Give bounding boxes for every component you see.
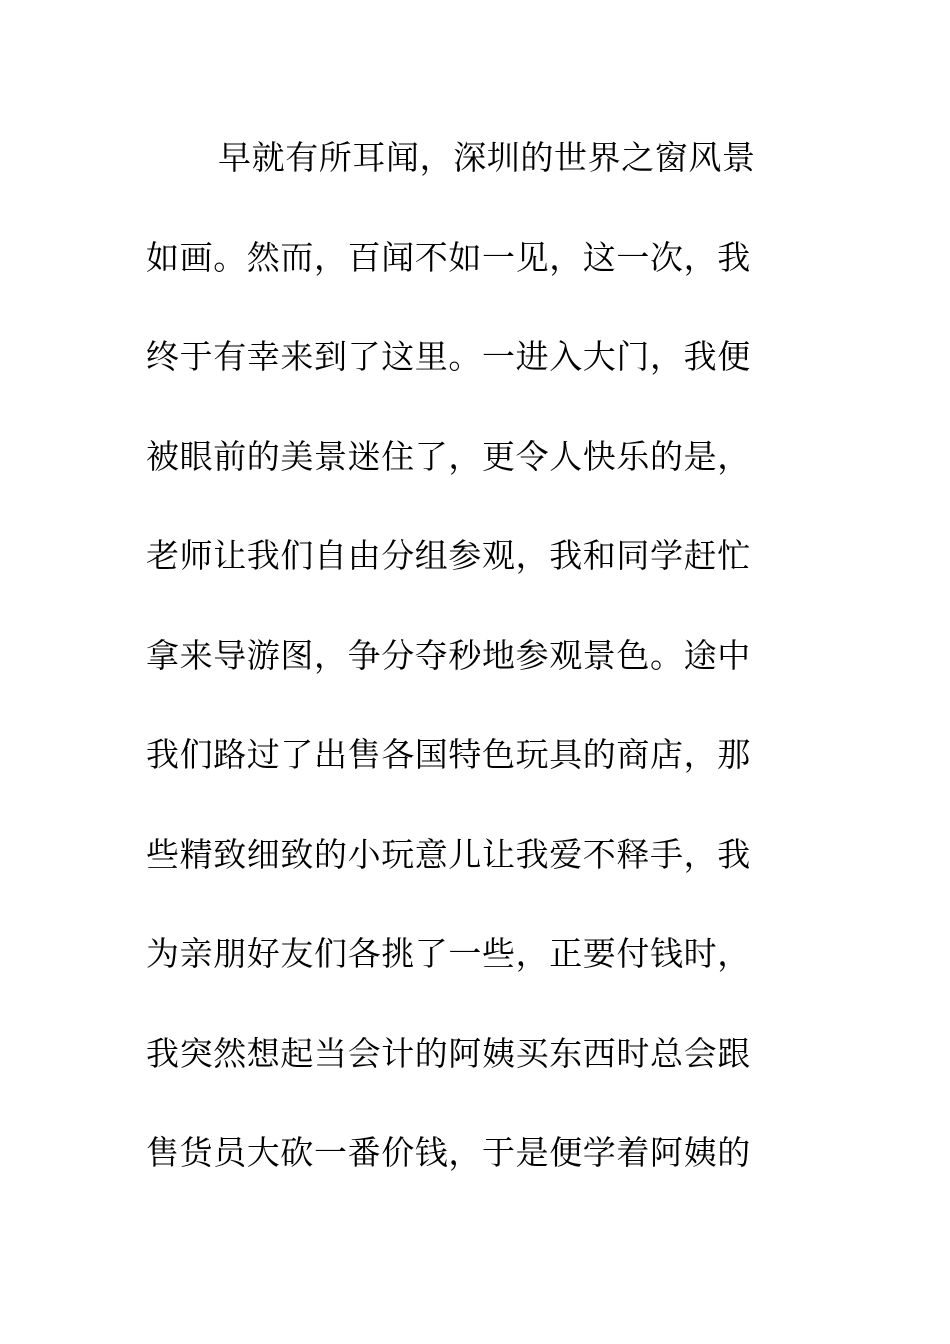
text-line: 些精致细致的小玩意儿让我爱不释手，我 [146, 834, 751, 874]
text-line: 终于有幸来到了这里。一进入大门，我便 [146, 337, 751, 376]
body-paragraph [146, 126, 806, 1221]
text-line: 被眼前的美景迷住了，更令人快乐的是， [146, 436, 751, 476]
text-line: 如画。然而，百闻不如一见，这一次，我 [146, 237, 751, 277]
text-line: 为亲朋好友们各挑了一些，正要付钱时， [146, 934, 751, 973]
text-line: 售货员大砍一番价钱，于是便学着阿姨的 [146, 1133, 751, 1172]
text-line: 早就有所耳闻，深圳的世界之窗风景 [218, 138, 756, 177]
text-line: 拿来导游图，争分夺秒地参观景色。途中 [146, 635, 751, 675]
text-line: 老师让我们自由分组参观，我和同学赶忙 [146, 536, 751, 575]
text-line: 我突然想起当会计的阿姨买东西时总会跟 [146, 1033, 751, 1073]
text-line: 我们路过了出售各国特色玩具的商店，那 [146, 735, 751, 774]
